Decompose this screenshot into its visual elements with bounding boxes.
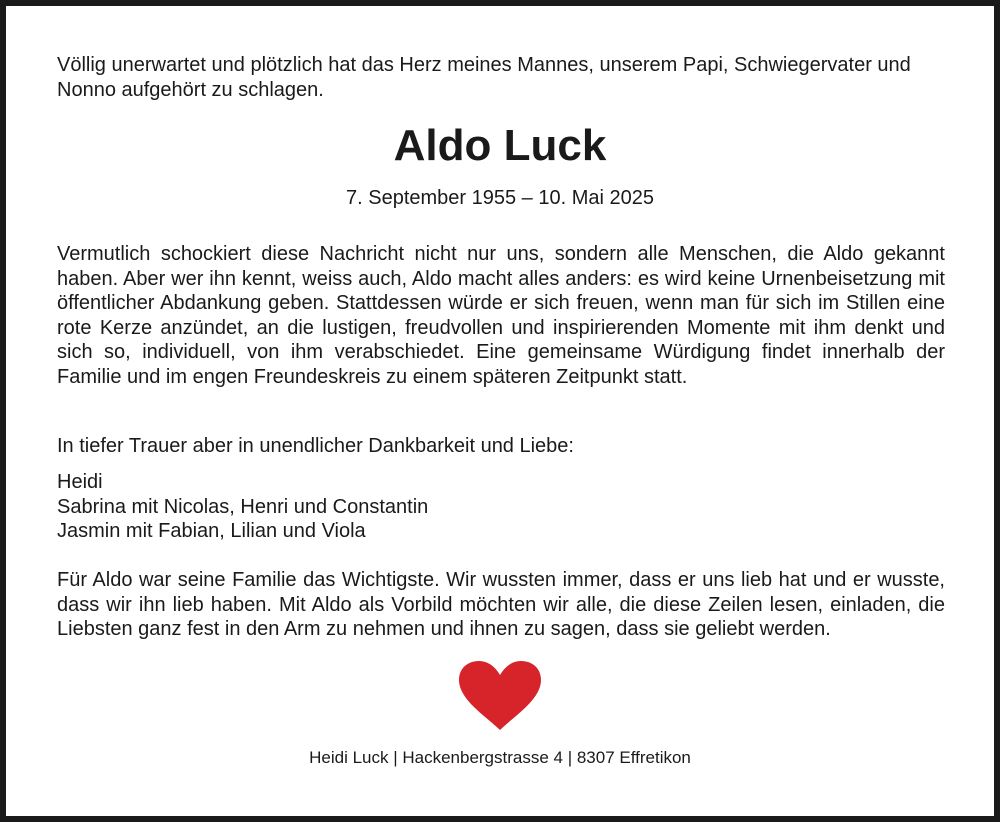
mourning-line: In tiefer Trauer aber in unendlicher Dankbarkeit und Liebe: — [57, 435, 574, 457]
heart-shape — [459, 661, 541, 730]
footer-address: Heidi Luck | Hackenbergstrasse 4 | 8307 Effretikon — [309, 748, 691, 767]
family-member: Heidi — [57, 471, 103, 493]
life-dates: 7. September 1955 – 10. Mai 2025 — [346, 187, 654, 209]
heart-icon — [457, 660, 543, 732]
family-member: Sabrina mit Nicolas, Henri und Constantin — [57, 495, 429, 518]
body-paragraph: Vermutlich schockiert diese Nachricht nicht nur uns, sondern alle Menschen, die Aldo gekannt haben. Aber wer ihn kennt, weiss auch, Aldo macht alles anders: es wird keine Urnenbeisetzung mit öffentlicher Abdankung geben. Stattdessen würde er sich freuen, wenn man für sich im Stillen eine rote Kerze anzündet, an die lustigen, freudvollen und inspirierenden Momente mit ihm denkt und sich so, individuell, von ihm verabschiedet. Eine gemeinsame Würdigung findet innerhalb der Familie und im engen Freundeskreis zu einem späteren Zeitpunkt statt. — [57, 243, 945, 388]
deceased-name: Aldo Luck — [393, 121, 607, 170]
closing-paragraph: Für Aldo war seine Familie das Wichtigste. Wir wussten immer, dass er uns lieb hat und er wusste, dass wir ihn lieb haben. Mit Aldo als Vorbild möchten wir alle, die diese Zeilen lesen, einladen, die Liebsten ganz fest in den Arm zu nehmen und ihnen zu sagen, dass sie geliebt werden. — [57, 569, 945, 640]
family-list — [57, 470, 945, 544]
family-member: Jasmin mit Fabian, Lilian und Viola — [57, 520, 366, 542]
intro-text: Völlig unerwartet und plötzlich hat das Herz meines Mannes, unserem Papi, Schwiegervater und Nonno aufgehört zu schlagen. — [57, 54, 911, 101]
